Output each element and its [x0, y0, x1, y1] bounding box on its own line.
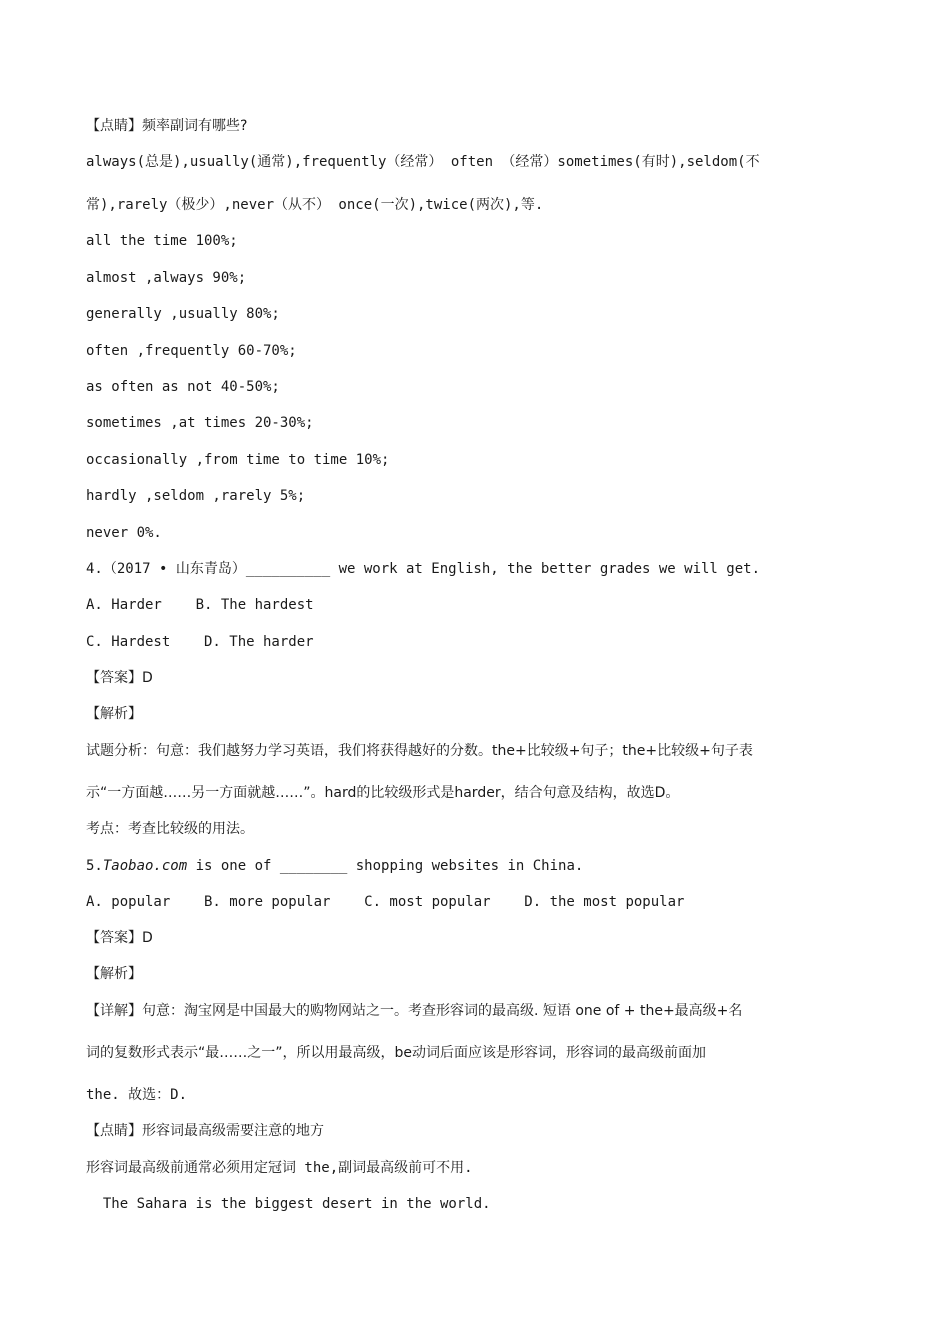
question-5-analysis-heading: 【解析】 — [86, 966, 142, 982]
question-5-number: 5. — [86, 858, 103, 874]
question-4-key-point: 考点：考查比较级的用法。 — [86, 821, 254, 837]
frequency-adverbs-line-2: 常),rarely（极少）,never（从不） once(一次),twice(两次),等. — [86, 197, 544, 213]
question-5-options: A. popular B. more popular C. most popular D. the most popular — [86, 894, 685, 910]
frequency-often-frequently: often ,frequently 60-70%; — [86, 343, 297, 359]
question-4-options-cd: C. Hardest D. The harder — [86, 634, 314, 650]
superlative-example: The Sahara is the biggest desert in the world. — [86, 1196, 491, 1212]
frequency-all-the-time: all the time 100%; — [86, 233, 238, 249]
question-5-rest: is one of ________ shopping websites in China. — [187, 858, 584, 874]
tip-heading-superlative: 【点睛】形容词最高级需要注意的地方 — [86, 1123, 324, 1139]
question-4-stem: 4.（2017 • 山东青岛）__________ we work at English, the better grades we will get. — [86, 561, 761, 577]
question-5-detail-line-3: the. 故选：D. — [86, 1087, 188, 1103]
frequency-hardly-seldom: hardly ,seldom ,rarely 5%; — [86, 488, 306, 504]
frequency-almost-always: almost ,always 90%; — [86, 270, 247, 286]
superlative-rule: 形容词最高级前通常必须用定冠词 the,副词最高级前可不用. — [86, 1160, 473, 1176]
frequency-occasionally: occasionally ,from time to time 10%; — [86, 452, 390, 468]
question-4-analysis-heading: 【解析】 — [86, 706, 142, 722]
tip-heading-frequency: 【点睛】频率副词有哪些? — [86, 118, 248, 134]
frequency-never: never 0%. — [86, 525, 162, 541]
question-5-site: Taobao.com — [102, 858, 188, 874]
question-4-analysis-line-2: 示“一方面越……另一方面就越……”。hard的比较级形式是harder，结合句意及结构，故选D。 — [86, 785, 680, 801]
question-5-detail-line-1: 【详解】句意：淘宝网是中国最大的购物网站之一。考查形容词的最高级. 短语 one of + the+最高级+名 — [86, 1003, 743, 1019]
question-4-analysis-line-1: 试题分析：句意：我们越努力学习英语，我们将获得越好的分数。the+比较级+句子；the+比较级+句子表 — [86, 743, 753, 759]
question-4-answer: 【答案】D — [86, 670, 153, 686]
frequency-sometimes: sometimes ,at times 20-30%; — [86, 415, 314, 431]
question-5-detail-line-2: 词的复数形式表示“最……之一”，所以用最高级，be动词后面应该是形容词，形容词的最高级前面加 — [86, 1045, 707, 1061]
question-5-answer: 【答案】D — [86, 930, 153, 946]
frequency-as-often-as-not: as often as not 40-50%; — [86, 379, 280, 395]
question-4-options-ab: A. Harder B. The hardest — [86, 597, 314, 613]
question-5-stem — [86, 856, 583, 876]
frequency-adverbs-line-1: always(总是),usually(通常),frequently（经常） often （经常）sometimes(有时),seldom(不 — [86, 154, 760, 170]
frequency-generally-usually: generally ,usually 80%; — [86, 306, 280, 322]
